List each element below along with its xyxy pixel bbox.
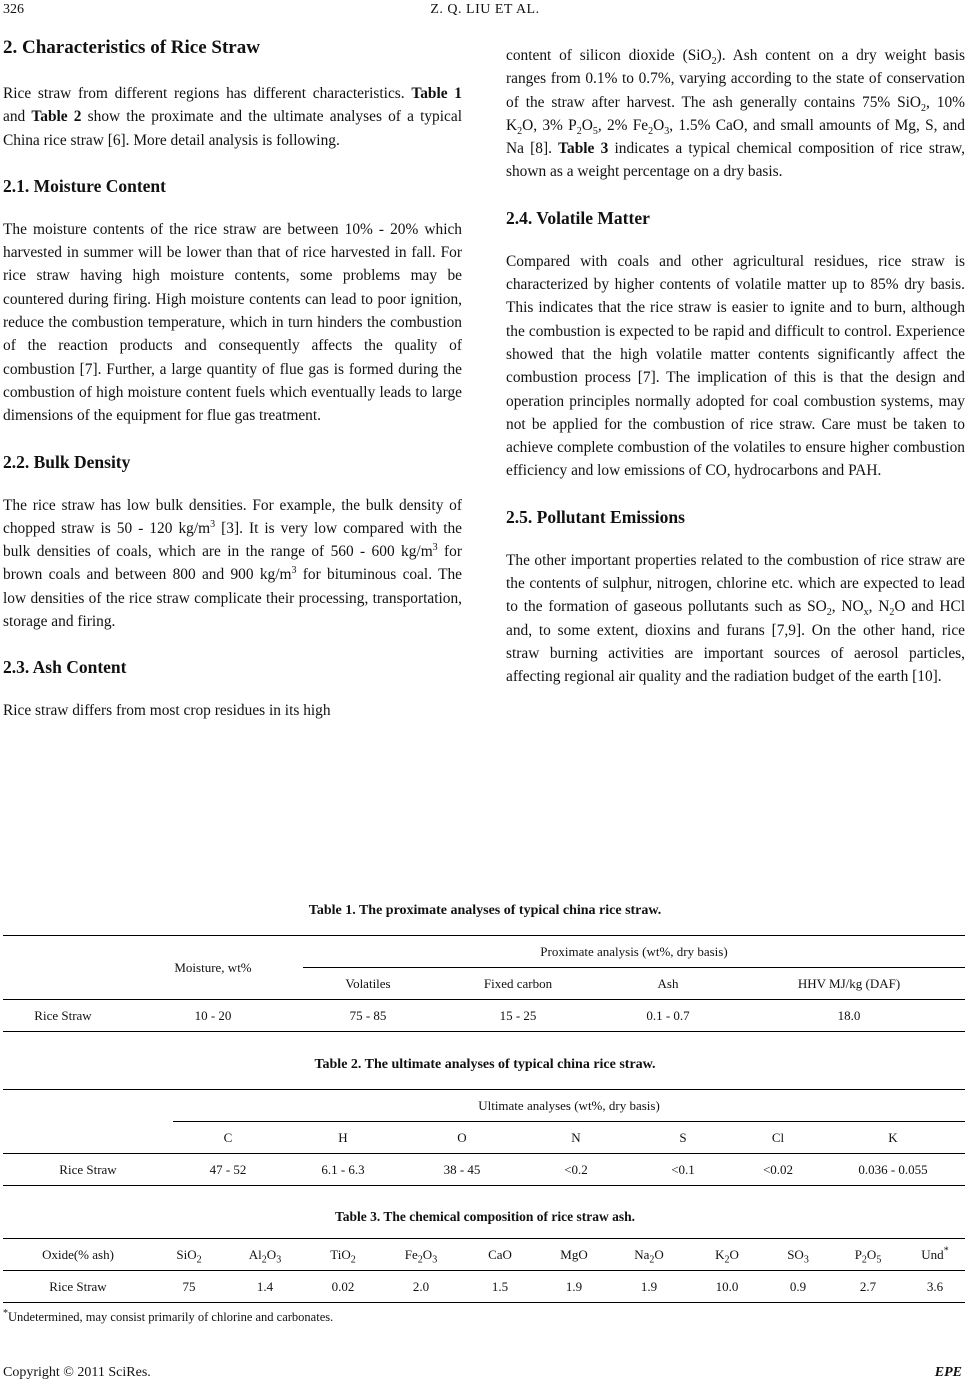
oxide-col-header: $P_2O_5$ [854, 1246, 882, 1266]
section-2-2-title: 2.2. Bulk Density [3, 451, 131, 472]
col-header: C [223, 1129, 233, 1145]
table-cell: 15 - 25 [499, 1007, 537, 1023]
oxide-col-header: MgO [560, 1246, 588, 1262]
table-cell: 2.0 [412, 1278, 430, 1294]
section-2-1-paragraph: The moisture contents of the rice straw are between 10% - 20% which harvested in summer will be lower than that of rice harvested in fall. For rice straw having high moisture contents, some problems may be countered during firing. High moisture contents can lead to poor ignition, reduce the combustion temperature, which in turn hinders the combustion of the reaction products and consequently affects the quality of combustion [7]. Further, a large quantity of flue gas is formed during the combustion of high moisture content fuels which eventually leads to large dimensions of the equipment for flue gas treatment. [3, 220, 462, 425]
right-column [506, 44, 965, 689]
col-header: Cl [771, 1129, 785, 1145]
col-header: N [571, 1129, 581, 1145]
oxide-col-header: SiO$_2$ [176, 1246, 202, 1266]
table-cell: 0.9 [789, 1278, 807, 1294]
section-2-2-paragraph: The rice straw has low bulk densities. For example, the bulk density of chopped straw is 50 - 120 $kg/m^3$ [3]. It is very low compared with the bulk densities of coals, which are in the range of 560 - 600 $kg/m^3$ for brown coals and between 800 and 900 $kg/m^3$ for bituminous coal. The low densities of the rice straw complicate their processing, transportation, storage and firing. [3, 496, 463, 631]
table-cell: 0.02 [331, 1278, 355, 1294]
oxide-col-header: $K_2O$ [715, 1246, 739, 1266]
section-2-3-title: 2.3. Ash Content [3, 657, 127, 678]
table-cell: 3.6 [926, 1278, 944, 1294]
table-cell: 75 - 85 [349, 1007, 387, 1023]
table-cell: <0.02 [762, 1161, 794, 1177]
table-cell: 2.7 [859, 1278, 877, 1294]
oxide-col-header: $Al_2O_3$ [248, 1246, 282, 1266]
proximate-group-header: Proximate analysis (wt%, dry basis) [303, 936, 965, 968]
running-header-authors: Z. Q. LIU ET AL. [430, 2, 540, 17]
table-2 [3, 1089, 965, 1186]
left-column [3, 36, 462, 723]
table-2-caption: Table 2. The ultimate analyses of typical china rice straw. [314, 1057, 656, 1072]
oxide-col-header: $SO_3$ [787, 1246, 809, 1266]
row-label: Rice Straw [49, 1278, 107, 1294]
row-label: Rice Straw [34, 1007, 92, 1023]
table-cell: <0.2 [564, 1161, 588, 1177]
col-header: Ash [657, 975, 679, 991]
table-cell: 10 - 20 [194, 1007, 232, 1023]
row-label: Rice Straw [59, 1161, 117, 1177]
table-1 [3, 935, 965, 1032]
table-cell: 1.9 [565, 1278, 583, 1294]
section-2-3-paragraph-start: Rice straw differs from most crop residues in its high [3, 702, 331, 720]
table-cell: 75 [182, 1278, 196, 1294]
table-cell: 10.0 [715, 1278, 739, 1294]
col-header: Volatiles [345, 975, 391, 991]
col-header: HHV MJ/kg (DAF) [797, 975, 901, 991]
oxide-col-header: $Fe_2O_3$ [404, 1246, 438, 1266]
section-2-4-paragraph: Compared with coals and other agricultural residues, rice straw is characterized by higher contents of volatile matter up to 85% dry basis. This indicates that the rice straw is easier to ignite and to burn, although the combustion is expected to be rapid and difficult to control. Experience showed that the high volatile matter contents significantly affect the combustion process [7]. The implication of this is that the design and operation principles normally adopted for coal combustion systems, may not be applied for the combustion of rice straw. Care must be taken to achieve complete combustion of the volatiles to ensure higher combustion efficiency and low emissions of CO, hydrocarbons and PAH. [506, 252, 965, 480]
col-header: Fixed carbon [483, 975, 553, 991]
table-cell: 1.4 [256, 1278, 274, 1294]
moisture-header: Moisture, wt% [174, 959, 252, 975]
section-2-title: 2. Characteristics of Rice Straw [3, 37, 260, 58]
table-cell: <0.1 [671, 1161, 695, 1177]
col-header: O [457, 1129, 467, 1145]
col-header: S [679, 1129, 687, 1145]
table-cell: 6.1 - 6.3 [321, 1161, 365, 1177]
page-number: 326 [3, 2, 24, 17]
table-cell: 0.1 - 0.7 [646, 1007, 690, 1023]
col-header: Oxide(% ash) [42, 1246, 114, 1262]
ultimate-group-header: Ultimate analyses (wt%, dry basis) [173, 1090, 965, 1122]
section-2-4-title: 2.4. Volatile Matter [506, 207, 650, 228]
oxide-col-header: $Na_2O$ [634, 1246, 664, 1266]
journal-footer: EPE [934, 1365, 962, 1380]
table-3 [3, 1238, 965, 1303]
oxide-col-header: TiO$_2$ [330, 1246, 356, 1266]
table-cell: 38 - 45 [443, 1161, 481, 1177]
section-2-paragraph: Rice straw from different regions has different characteristics. Table 1 and Table 2 show the proximate and the ultimate analyses of a typical China rice straw [6]. More detail analysis is following. [3, 85, 462, 149]
table-cell: 47 - 52 [209, 1161, 247, 1177]
oxide-col-header: CaO [488, 1246, 512, 1262]
und-col-header: Und* [921, 1245, 949, 1262]
table-footnote: *Undetermined, may consist primarily of chlorine and carbonates. [3, 1307, 334, 1324]
table-cell: 0.036 - 0.055 [858, 1161, 928, 1177]
table-3-caption: Table 3. The chemical composition of rice straw ash. [335, 1209, 635, 1224]
section-2-3-paragraph-cont: content of silicon dioxide (SiO$_2$). Ash content on a dry weight basis ranges from 0.1% to 0.7%, varying according to the state of conservation of the straw after harvest. The ash generally contains 75% SiO$_2$, 10% $K_2O$, 3% $P_2O_5$, 2% $Fe_2O_3$, 1.5% CaO, and small amounts of Mg, S, and Na [8]. Table 3 indicates a typical chemical composition of rice straw, shown as a weight percentage on a dry basis. [506, 47, 966, 181]
section-2-5-paragraph: The other important properties related to the combustion of rice straw are the contents of sulphur, nitrogen, chlorine etc. which are expected to lead to the formation of gaseous pollutants such as $SO_2$, $NO_x$, $N_2O$ and HCl and, to some extent, dioxins and furans [7,9]. On the other hand, rice straw burning activities are important sources of aerosol particles, affecting regional air quality and the radiation budget of the earth [10]. [506, 551, 965, 686]
copyright-footer: Copyright © 2011 SciRes. [3, 1365, 151, 1380]
table-cell: 18.0 [837, 1007, 861, 1023]
table-1-caption: Table 1. The proximate analyses of typical china rice straw. [308, 903, 662, 918]
table-cell: 1.5 [491, 1278, 509, 1294]
col-header: H [338, 1129, 348, 1145]
section-2-1-title: 2.1. Moisture Content [3, 175, 166, 196]
col-header: K [888, 1129, 898, 1145]
table-cell: 1.9 [640, 1278, 658, 1294]
section-2-5-title: 2.5. Pollutant Emissions [506, 506, 685, 527]
